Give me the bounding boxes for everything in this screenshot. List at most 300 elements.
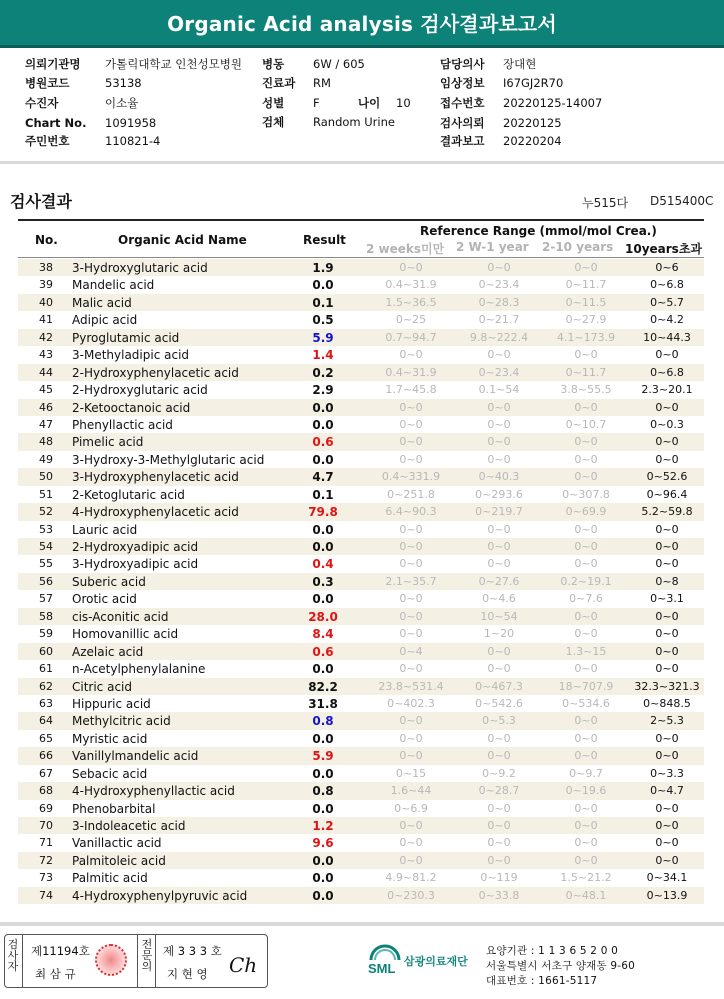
acid-name: n-Acetylphenylalanine (72, 662, 206, 677)
row-no: 59 (39, 627, 53, 641)
ref-2w-1y: 0~0 (487, 853, 511, 867)
table-row (18, 765, 704, 782)
ward-label: 병동 (262, 57, 285, 71)
section-title: 검사결과 (10, 192, 72, 211)
table-row (18, 800, 704, 817)
patient-info (0, 53, 724, 157)
ref-2w-1y: 0~293.6 (475, 487, 523, 501)
ref-over-10y: 0~0 (655, 435, 679, 449)
ref-2-10y: 0~69.9 (565, 505, 607, 519)
result-value: 0.6 (312, 644, 334, 659)
ref-under-2w: 0~0 (399, 522, 423, 536)
ref-under-2w: 0~0 (399, 819, 423, 832)
ref-2-10y: 0~0 (574, 400, 598, 414)
result-value: 0.0 (312, 853, 334, 868)
result-value: 0.3 (312, 574, 334, 589)
table-row (18, 433, 704, 450)
result-value: 28.0 (308, 609, 338, 624)
ref-2-10y: 0~0 (574, 731, 598, 745)
ref-under-2w: 0~4 (399, 644, 423, 658)
ref-over-10y: 32.3~321.3 (634, 679, 700, 693)
row-no: 45 (39, 383, 53, 397)
result-value: 9.6 (312, 836, 334, 851)
acid-name: Sebacic acid (72, 766, 148, 781)
ref-over-10y: 0~0 (655, 662, 679, 676)
logo-text: SML (368, 961, 396, 976)
row-no: 50 (39, 470, 53, 484)
acid-name: 2-Ketoglutaric acid (72, 487, 185, 502)
table-row (18, 329, 704, 346)
result-value: 0.0 (312, 731, 334, 746)
acid-name: 2-Ketooctanoic acid (72, 400, 191, 415)
result-value: 0.0 (312, 540, 334, 554)
ref-over-10y: 0~6 (655, 261, 679, 274)
row-no: 74 (39, 888, 53, 902)
result-value: 4.7 (312, 470, 334, 485)
ref-2-10y: 0~11.5 (565, 295, 607, 309)
ref-2-10y: 0~0 (574, 540, 598, 553)
sex-label: 성별 (262, 96, 285, 110)
ref-2-10y: 0~0 (574, 836, 598, 850)
row-no: 47 (39, 417, 53, 431)
acid-name: 3-Hydroxyadipic acid (72, 557, 199, 572)
result-value: 0.2 (312, 365, 334, 380)
ref-under-2w: 4.9~81.2 (385, 871, 437, 885)
ref-under-2w: 0~0 (399, 348, 423, 362)
acid-name: Vanillactic acid (72, 836, 162, 851)
ref-over-10y: 2~5.3 (650, 714, 684, 728)
ref-2-10y: 0~0 (574, 801, 598, 815)
ref-under-2w: 23.8~531.4 (378, 679, 444, 693)
table-row (18, 678, 704, 695)
row-no: 44 (39, 365, 53, 379)
table-row (18, 869, 704, 886)
table-row (18, 852, 704, 869)
ref-2-10y: 0~0 (574, 609, 598, 623)
result-value: 79.8 (308, 505, 338, 520)
ref-under-2w: 6.4~90.3 (385, 505, 437, 519)
ref-2-10y: 0.2~19.1 (560, 574, 612, 588)
ref-2w-1y: 0~0 (487, 836, 511, 850)
row-no: 72 (39, 853, 53, 867)
hospital-value: 가톨릭대학교 인천성모병원 (105, 57, 242, 71)
ref-under-2w: 0.4~331.9 (381, 470, 441, 484)
seal-stamp-icon (95, 944, 127, 976)
row-no: 67 (39, 766, 53, 780)
table-row (18, 695, 704, 712)
ref-2w-1y: 0~0 (487, 819, 511, 832)
ref-2w-1y: 0~0 (487, 749, 511, 763)
acid-name: Adipic acid (72, 313, 138, 328)
age-label: 나이 (358, 96, 381, 110)
signature-mark: Ch (229, 953, 258, 977)
result-value: 0.8 (312, 784, 334, 799)
ref-over-10y: 0~0 (655, 627, 679, 641)
ref-2w-1y: 0~0 (487, 662, 511, 676)
examiner-name: 최 삼 규 (35, 967, 76, 981)
acid-name: Azelaic acid (72, 644, 144, 659)
ref-under-2w: 2.1~35.7 (385, 574, 437, 588)
result-value: 0.0 (312, 278, 334, 293)
row-no: 46 (39, 400, 53, 414)
request-value: 20220125 (503, 116, 562, 130)
row-no: 58 (39, 609, 53, 623)
result-value: 0.0 (312, 801, 334, 816)
col-name-header: Organic Acid Name (118, 233, 247, 247)
doctor-label: 담당의사 (440, 57, 485, 71)
ref-over-10y: 0~0 (655, 644, 679, 658)
ref-under-2w: 0~0 (399, 714, 423, 728)
ref-over-10y: 0~0 (655, 348, 679, 362)
specimen-value: Random Urine (313, 115, 395, 129)
ref-over-10y: 0~8 (655, 574, 679, 588)
ref-over-10y: 0~0 (655, 400, 679, 414)
footer-divider (0, 922, 724, 926)
col-result-header: Result (303, 233, 346, 247)
signature-box (4, 934, 268, 988)
ref-2w-1y: 0~5.3 (482, 714, 516, 728)
ref-2w-1y: 0~21.7 (478, 313, 520, 327)
ref-over-10y: 2.3~20.1 (641, 383, 693, 397)
result-value: 8.4 (312, 627, 334, 642)
age-value: 10 (396, 96, 411, 110)
code-value: 53138 (105, 76, 142, 90)
row-no: 55 (39, 557, 53, 571)
ref-over-10y: 0~4.2 (650, 313, 684, 327)
acid-name: 3-Hydroxyphenylacetic acid (72, 470, 239, 485)
ref-2-10y: 0~0 (574, 627, 598, 641)
ref-under-2w: 0~0 (399, 627, 423, 641)
hospital-label: 의뢰기관명 (25, 57, 81, 71)
acid-name: Pyroglutamic acid (72, 330, 180, 345)
specialist-name: 지 현 영 (167, 967, 208, 981)
examiner-id: 제11194호 (31, 944, 90, 958)
ref-2w-1y: 0~119 (480, 871, 518, 885)
row-no: 73 (39, 871, 53, 885)
result-value: 0.1 (312, 487, 334, 502)
clinical-value: I67GJ2R70 (503, 76, 564, 90)
table-row (18, 294, 704, 311)
result-value: 0.0 (312, 766, 334, 781)
acid-name: Palmitoleic acid (72, 853, 166, 868)
acid-name: Mandelic acid (72, 278, 155, 293)
table-row (18, 573, 704, 590)
ref-2w-1y: 0~0 (487, 731, 511, 745)
table-row (18, 381, 704, 398)
ref-under-2w: 0~0 (399, 557, 423, 571)
table-row (18, 451, 704, 468)
ref-under-2w: 0~251.8 (387, 487, 435, 501)
ref-under-2w: 0~402.3 (387, 696, 435, 710)
row-no: 71 (39, 836, 53, 850)
acid-name: Phenobarbital (72, 801, 156, 816)
ref-2-10y: 0~0 (574, 749, 598, 763)
ref-under-2w: 0.4~31.9 (385, 278, 437, 292)
row-no: 39 (39, 278, 53, 292)
row-no: 70 (39, 819, 53, 832)
result-value: 0.6 (312, 435, 334, 450)
ref-2w-1y: 0~0 (487, 400, 511, 414)
ref-under-2w: 0~0 (399, 836, 423, 850)
table-row (18, 276, 704, 293)
ref-2w-1y: 0~467.3 (475, 679, 523, 693)
acid-name: Hippuric acid (72, 696, 151, 711)
acid-name: Phenyllactic acid (72, 417, 173, 432)
org-line-3: 대표번호 : 1661-5117 (486, 975, 598, 987)
acid-name: Suberic acid (72, 574, 146, 589)
chart-value: 1091958 (105, 116, 157, 130)
ref-over-10y: 0~0 (655, 452, 679, 466)
ref-2-10y: 0~48.1 (565, 888, 607, 902)
report-value: 20220204 (503, 134, 562, 148)
ref-under-2w: 0~0 (399, 261, 423, 274)
ref-2w-1y: 0~33.8 (478, 888, 520, 902)
ref-2w-1y: 0~0 (487, 261, 511, 274)
row-no: 41 (39, 313, 53, 327)
ref-under-2w: 0~6.9 (394, 801, 428, 815)
ref-2-10y: 0~9.7 (569, 766, 603, 780)
ref-2-10y: 0~0 (574, 853, 598, 867)
ref-over-10y: 0~0 (655, 557, 679, 571)
table-header-rule (18, 257, 704, 258)
ref-2-10y: 0~11.7 (565, 278, 607, 292)
divider (0, 161, 724, 164)
row-no: 68 (39, 784, 53, 798)
specialist-id: 제 3 3 3 호 (163, 944, 222, 958)
acid-name: 2-Hydroxyphenylacetic acid (72, 365, 239, 380)
table-row (18, 625, 704, 642)
ref-under-2w: 1.6~44 (390, 784, 432, 798)
ref-col-3: 2-10 years (542, 240, 614, 254)
result-value: 2.9 (312, 383, 334, 398)
acid-name: Malic acid (72, 295, 132, 310)
row-no: 38 (39, 261, 53, 274)
org-line-1: 요양기관 : 1 1 3 6 5 2 0 0 (486, 945, 618, 957)
ref-2w-1y: 10~54 (480, 609, 518, 623)
table-row (18, 399, 704, 416)
result-value: 0.0 (312, 662, 334, 677)
table-row (18, 643, 704, 660)
ref-2-10y: 0~0 (574, 819, 598, 832)
ref-2-10y: 0~7.6 (569, 592, 603, 606)
ref-2w-1y: 0~0 (487, 540, 511, 553)
table-row (18, 538, 704, 555)
ref-2-10y: 0~0 (574, 662, 598, 676)
result-value: 1.2 (312, 819, 334, 833)
ref-2w-1y: 0~0 (487, 522, 511, 536)
ref-under-2w: 0~25 (395, 313, 427, 327)
acid-name: Citric acid (72, 679, 132, 694)
table-row (18, 555, 704, 572)
ref-over-10y: 0~0 (655, 540, 679, 553)
ref-over-10y: 0~0 (655, 853, 679, 867)
sig-divider (22, 935, 23, 987)
ref-under-2w: 0~0 (399, 452, 423, 466)
ref-over-10y: 0~0 (655, 801, 679, 815)
row-no: 42 (39, 330, 53, 344)
ref-over-10y: 0~0 (655, 522, 679, 536)
ref-over-10y: 0~0 (655, 749, 679, 763)
acid-name: 3-Methyladipic acid (72, 348, 190, 363)
table-row (18, 346, 704, 363)
ref-over-10y: 5.2~59.8 (641, 505, 693, 519)
ref-under-2w: 0~230.3 (387, 888, 435, 902)
ref-2w-1y: 0~23.4 (478, 365, 520, 379)
acid-name: Pimelic acid (72, 435, 144, 450)
ref-over-10y: 0~13.9 (646, 888, 688, 902)
row-no: 69 (39, 801, 53, 815)
ref-2-10y: 1.3~15 (565, 644, 607, 658)
ref-under-2w: 0~0 (399, 400, 423, 414)
row-no: 63 (39, 696, 53, 710)
ref-2-10y: 18~707.9 (558, 679, 614, 693)
result-value: 31.8 (308, 696, 338, 711)
acid-name: Myristic acid (72, 731, 148, 746)
table-row (18, 521, 704, 538)
resident-value: 110821-4 (105, 134, 161, 148)
sig-divider (137, 935, 138, 987)
acid-name: 4-Hydroxyphenyllactic acid (72, 784, 235, 799)
ref-over-10y: 0~5.7 (650, 295, 684, 309)
table-row (18, 486, 704, 503)
result-value: 0.8 (312, 714, 334, 729)
ref-2-10y: 0~0 (574, 470, 598, 484)
code-b: D515400C (650, 194, 714, 208)
table-row (18, 747, 704, 764)
doctor-value: 장대현 (503, 57, 537, 71)
ref-over-10y: 0~848.5 (643, 696, 691, 710)
row-no: 57 (39, 592, 53, 606)
sig-divider (155, 935, 156, 987)
acid-name: 3-Hydroxyglutaric acid (72, 261, 208, 275)
result-value: 5.9 (312, 330, 334, 345)
ref-under-2w: 0.4~31.9 (385, 365, 437, 379)
result-value: 0.0 (312, 452, 334, 467)
acid-name: Homovanillic acid (72, 627, 179, 642)
ref-2w-1y: 0~23.4 (478, 278, 520, 292)
ref-over-10y: 0~0.3 (650, 417, 684, 431)
ref-under-2w: 0~0 (399, 592, 423, 606)
ref-2w-1y: 0~40.3 (478, 470, 520, 484)
ref-2-10y: 0~0 (574, 435, 598, 449)
ref-2-10y: 0~0 (574, 557, 598, 571)
result-value: 0.4 (312, 557, 334, 572)
table-row (18, 834, 704, 851)
ref-over-10y: 0~0 (655, 731, 679, 745)
ward-value: 6W / 605 (313, 57, 365, 71)
ref-2-10y: 4.1~173.9 (556, 330, 616, 344)
ref-2w-1y: 0~219.7 (475, 505, 523, 519)
ref-under-2w: 0~0 (399, 749, 423, 763)
result-value: 1.4 (312, 348, 334, 363)
sampler-label: 수진자 (25, 96, 59, 110)
acid-name: 4-Hydroxyphenylacetic acid (72, 505, 239, 520)
ref-over-10y: 10~44.3 (643, 330, 691, 344)
row-no: 48 (39, 435, 53, 449)
table-row (18, 660, 704, 677)
acid-name: 4-Hydroxyphenylpyruvic acid (72, 888, 248, 903)
ref-2w-1y: 0~9.2 (482, 766, 516, 780)
ref-over-10y: 0~3.3 (650, 766, 684, 780)
ref-2w-1y: 0~0 (487, 452, 511, 466)
row-no: 61 (39, 662, 53, 676)
ref-over-10y: 0~52.6 (646, 470, 688, 484)
ref-2-10y: 0~11.7 (565, 365, 607, 379)
row-no: 64 (39, 714, 53, 728)
result-table-body (18, 259, 704, 904)
table-row (18, 712, 704, 729)
result-value: 0.0 (312, 400, 334, 415)
acid-name: Lauric acid (72, 522, 138, 537)
ref-2w-1y: 0~28.7 (478, 784, 520, 798)
org-line-2: 서울특별시 서초구 양재동 9-60 (486, 960, 636, 972)
ref-2w-1y: 9.8~222.4 (469, 330, 529, 344)
ref-2-10y: 0~0 (574, 714, 598, 728)
sampler-value: 이소율 (105, 96, 139, 110)
ref-col-2: 2 W-1 year (456, 240, 529, 254)
ref-2w-1y: 0~27.6 (478, 574, 520, 588)
ref-under-2w: 0~0 (399, 540, 423, 553)
ref-under-2w: 1.7~45.8 (385, 383, 437, 397)
result-value: 1.9 (312, 261, 334, 275)
examiner-label: 검사자 (7, 938, 19, 973)
sex-value: F (313, 96, 320, 110)
ref-2w-1y: 0~0 (487, 417, 511, 431)
ref-2-10y: 0~27.9 (565, 313, 607, 327)
receipt-label: 접수번호 (440, 96, 485, 110)
result-value: 0.0 (312, 888, 334, 903)
ref-2-10y: 3.8~55.5 (560, 383, 612, 397)
code-label: 병원코드 (25, 76, 70, 90)
acid-name: 3-Hydroxy-3-Methylglutaric acid (72, 452, 265, 467)
ref-2w-1y: 0~0 (487, 644, 511, 658)
ref-2w-1y: 1~20 (483, 627, 515, 641)
dept-label: 진료과 (262, 76, 296, 90)
row-no: 62 (39, 679, 53, 693)
result-value: 0.1 (312, 295, 334, 310)
row-no: 52 (39, 505, 53, 519)
table-row (18, 259, 704, 276)
ref-under-2w: 0.7~94.7 (385, 330, 437, 344)
row-no: 65 (39, 731, 53, 745)
ref-over-10y: 0~6.8 (650, 365, 684, 379)
ref-2-10y: 0~534.6 (562, 696, 610, 710)
resident-label: 주민번호 (25, 134, 70, 148)
ref-under-2w: 0~0 (399, 417, 423, 431)
acid-name: Methylcitric acid (72, 714, 171, 729)
ref-2w-1y: 0~0 (487, 801, 511, 815)
acid-name: Palmitic acid (72, 871, 148, 886)
ref-under-2w: 0~0 (399, 609, 423, 623)
table-row (18, 311, 704, 328)
table-row (18, 782, 704, 799)
ref-col-1: 2 weeks미만 (366, 242, 445, 256)
result-value: 0.5 (312, 313, 334, 328)
acid-name: 3-Indoleacetic acid (72, 819, 186, 833)
result-value: 0.0 (312, 522, 334, 537)
acid-name: Vanillylmandelic acid (72, 749, 199, 764)
ref-under-2w: 1.5~36.5 (385, 295, 437, 309)
ref-2-10y: 0~307.8 (562, 487, 610, 501)
col-no-header: No. (35, 233, 58, 247)
ref-under-2w: 0~0 (399, 853, 423, 867)
ref-2-10y: 0~0 (574, 348, 598, 362)
ref-over-10y: 0~0 (655, 836, 679, 850)
clinical-label: 임상정보 (440, 76, 485, 90)
col-ref-header: Reference Range (mmol/mol Crea.) (420, 224, 657, 238)
result-value: 82.2 (308, 679, 338, 694)
table-row (18, 887, 704, 904)
